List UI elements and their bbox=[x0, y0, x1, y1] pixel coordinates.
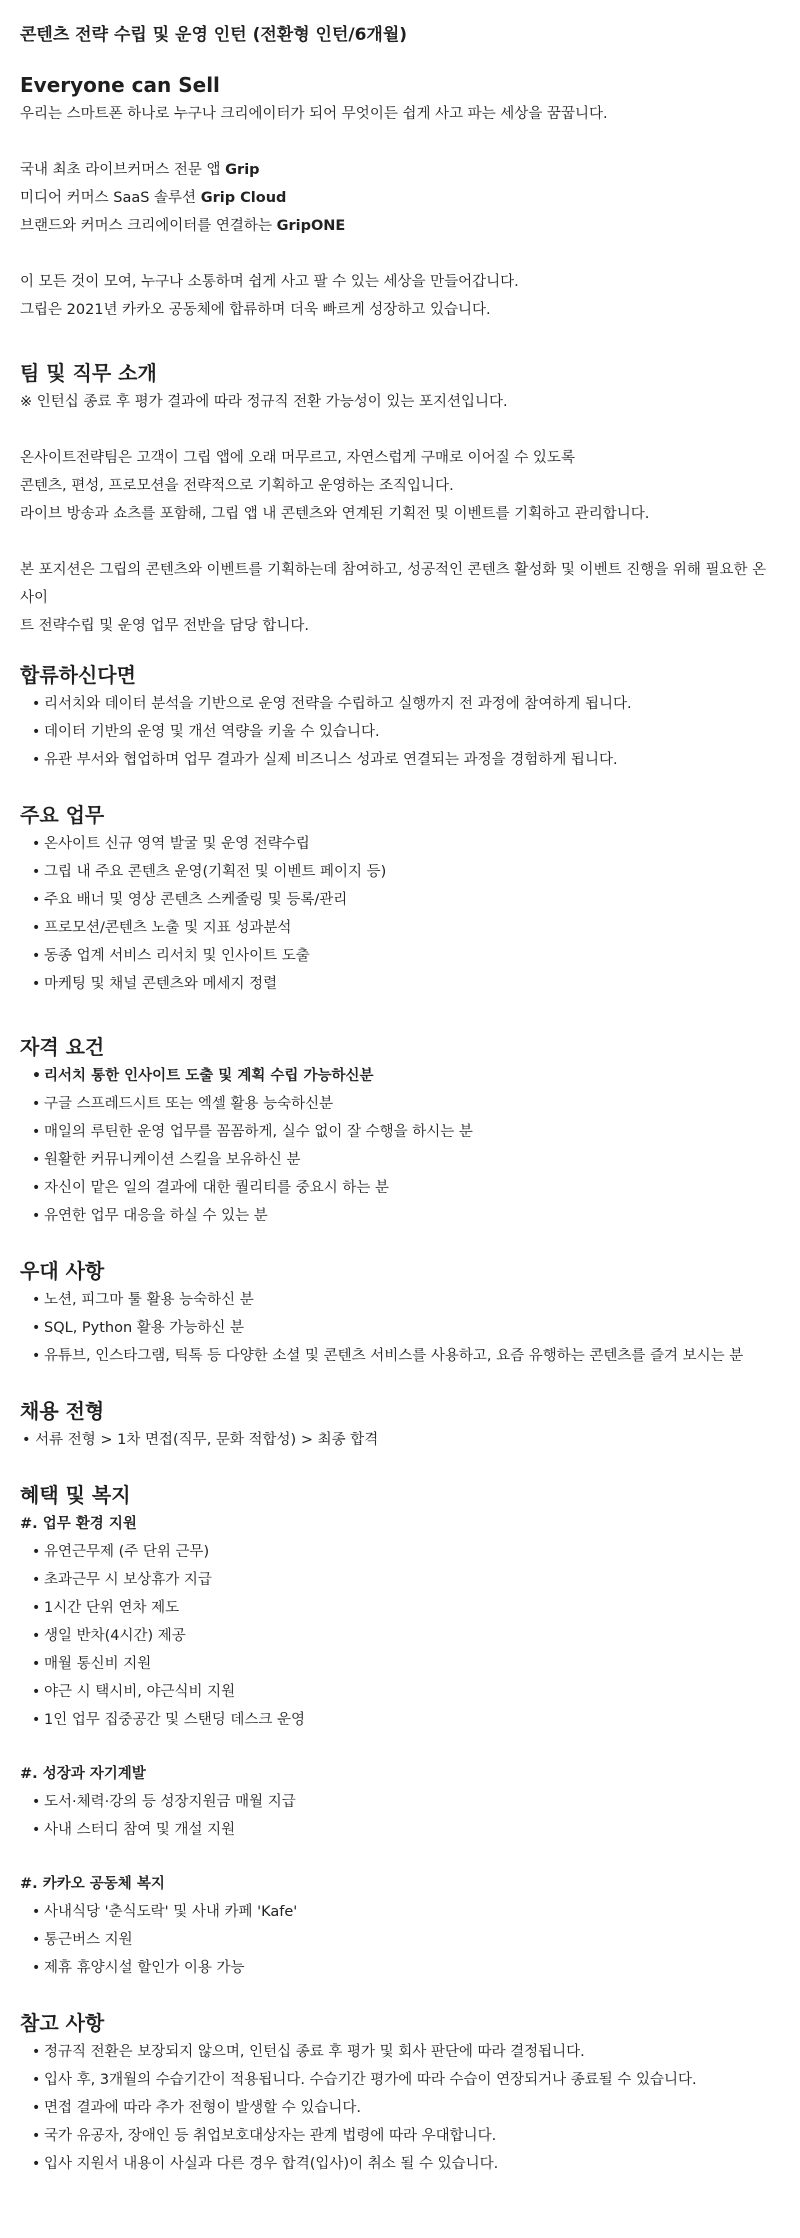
list-item: • 유튜브, 인스타그램, 틱톡 등 다양한 소셜 및 콘텐츠 서비스를 사용하고, 요즘 유행하는 콘텐츠를 즐겨 보시는 분 bbox=[32, 1342, 780, 1370]
list-item: • 통근버스 지원 bbox=[32, 1926, 780, 1954]
list-item: • 매월 통신비 지원 bbox=[32, 1650, 780, 1678]
intro-one-line bbox=[20, 212, 780, 240]
list-item: • 노션, 피그마 툴 활용 능숙하신 분 bbox=[32, 1286, 780, 1314]
list-item: • 주요 배너 및 영상 콘텐츠 스케줄링 및 등록/관리 bbox=[32, 886, 780, 914]
duties-title: 주요 업무 bbox=[20, 803, 105, 827]
process-title: 채용 전형 bbox=[20, 1399, 105, 1423]
team-paragraph: 본 포지션은 그립의 콘텐츠와 이벤트를 기획하는데 참여하고, 성공적인 콘텐츠 활성화 및 이벤트 진행을 위해 필요한 온사이 bbox=[20, 562, 767, 606]
list-item: • 동종 업계 서비스 리서치 및 인사이트 도출 bbox=[32, 942, 780, 970]
benefit-list bbox=[20, 1788, 780, 1844]
list-item: • 야근 시 택시비, 야근식비 지원 bbox=[32, 1678, 780, 1706]
benefit-list bbox=[20, 1898, 780, 1982]
team-paragraph: 라이브 방송과 쇼츠를 포함해, 그립 앱 내 콘텐츠와 연계된 기획전 및 이벤트를 기획하고 관리합니다. bbox=[20, 506, 650, 522]
list-item: • 도서·체력·강의 등 성장지원금 매월 지급 bbox=[32, 1788, 780, 1816]
team-paragraph: 온사이트전략팀은 고객이 그립 앱에 오래 머무르고, 자연스럽게 구매로 이어질 수 있도록 bbox=[20, 450, 575, 466]
notes-title: 참고 사항 bbox=[20, 2011, 105, 2035]
list-item: • 프로모션/콘텐츠 노출 및 지표 성과분석 bbox=[32, 914, 780, 942]
list-item: • 데이터 기반의 운영 및 개선 역량을 키울 수 있습니다. bbox=[32, 718, 780, 746]
benefit-list bbox=[20, 1538, 780, 1734]
list-item: • 사내식당 '춘식도락' 및 사내 카페 'Kafe' bbox=[32, 1898, 780, 1926]
list-item: • 매일의 루틴한 운영 업무를 꼼꼼하게, 실수 없이 잘 수행을 하시는 분 bbox=[32, 1118, 780, 1146]
benefits-title: 혜택 및 복지 bbox=[20, 1483, 131, 1507]
list-item: • 온사이트 신규 영역 발굴 및 운영 전략수립 bbox=[32, 830, 780, 858]
benefit-group-title: #. 성장과 자기계발 bbox=[20, 1766, 146, 1782]
list-item: • 입사 지원서 내용이 사실과 다른 경우 합격(입사)이 취소 될 수 있습니다. bbox=[32, 2150, 780, 2178]
benefit-group-title: #. 카카오 공동체 복지 bbox=[20, 1876, 165, 1892]
one-prefix: 브랜드와 커머스 크리에이터를 연결하는 bbox=[20, 218, 277, 234]
list-item: • 면접 결과에 따라 추가 전형이 발생할 수 있습니다. bbox=[32, 2094, 780, 2122]
preferred-title: 우대 사항 bbox=[20, 1259, 105, 1283]
list-item: • 초과근무 시 보상휴가 지급 bbox=[32, 1566, 780, 1594]
list-item: • 생일 반차(4시간) 제공 bbox=[32, 1622, 780, 1650]
requirements-list bbox=[20, 1062, 780, 1230]
cloud-name: Grip Cloud bbox=[200, 190, 287, 206]
benefit-group-title: #. 업무 환경 지원 bbox=[20, 1516, 137, 1532]
list-item: • 구글 스프레드시트 또는 엑셀 활용 능숙하신분 bbox=[32, 1090, 780, 1118]
list-item: • 국가 유공자, 장애인 등 취업보호대상자는 관계 법령에 따라 우대합니다. bbox=[32, 2122, 780, 2150]
intro-line: 우리는 스마트폰 하나로 누구나 크리에이터가 되어 무엇이든 쉽게 사고 파는 세상을 꿈꿉니다. bbox=[20, 106, 608, 122]
team-paragraph: 콘텐츠, 편성, 프로모션을 전략적으로 기획하고 운영하는 조직입니다. bbox=[20, 478, 454, 494]
duties-list bbox=[20, 830, 780, 998]
list-item: • 그립 내 주요 콘텐츠 운영(기획전 및 이벤트 페이지 등) bbox=[32, 858, 780, 886]
list-item: • 유연한 업무 대응을 하실 수 있는 분 bbox=[32, 1202, 780, 1230]
grip-prefix: 국내 최초 라이브커머스 전문 앱 bbox=[20, 162, 226, 178]
list-item: • 정규직 전환은 보장되지 않으며, 인턴십 종료 후 평가 및 회사 판단에 따라 결정됩니다. bbox=[32, 2038, 780, 2066]
requirements-title: 자격 요건 bbox=[20, 1035, 105, 1059]
list-item: • 유연근무제 (주 단위 근무) bbox=[32, 1538, 780, 1566]
list-item: • 1인 업무 집중공간 및 스탠딩 데스크 운영 bbox=[32, 1706, 780, 1734]
cloud-prefix: 미디어 커머스 SaaS 솔루션 bbox=[20, 190, 201, 206]
list-item: • 원활한 커뮤니케이션 스킬을 보유하신 분 bbox=[32, 1146, 780, 1174]
team-paragraph: 트 전략수립 및 운영 업무 전반을 담당 합니다. bbox=[20, 618, 309, 634]
list-item: • 입사 후, 3개월의 수습기간이 적용됩니다. 수습기간 평가에 따라 수습이 연장되거나 종료될 수 있습니다. bbox=[32, 2066, 780, 2094]
page-title: 콘텐츠 전략 수립 및 운영 인턴 (전환형 인턴/6개월) bbox=[20, 25, 408, 45]
preferred-list bbox=[20, 1286, 780, 1370]
team-note: ※ 인턴십 종료 후 평가 결과에 따라 정규직 전환 가능성이 있는 포지션입니다. bbox=[20, 394, 508, 410]
grip-name: Grip bbox=[225, 162, 260, 178]
one-name: GripONE bbox=[276, 218, 346, 234]
list-item: • SQL, Python 활용 가능하신 분 bbox=[32, 1314, 780, 1342]
notes-list bbox=[20, 2038, 780, 2178]
list-item: • 1시간 단위 연차 제도 bbox=[32, 1594, 780, 1622]
list-item: • 마케팅 및 채널 콘텐츠와 메세지 정렬 bbox=[32, 970, 780, 998]
intro-grip-line bbox=[20, 156, 780, 184]
intro-line: 이 모든 것이 모여, 누구나 소통하며 쉽게 사고 팔 수 있는 세상을 만들어갑니다. bbox=[20, 274, 519, 290]
list-item: • 리서치와 데이터 분석을 기반으로 운영 전략을 수립하고 실행까지 전 과정에 참여하게 됩니다. bbox=[32, 690, 780, 718]
list-item: • 사내 스터디 참여 및 개설 지원 bbox=[32, 1816, 780, 1844]
team-title: 팀 및 직무 소개 bbox=[20, 361, 157, 385]
join-list bbox=[20, 690, 780, 774]
list-item: • 유관 부서와 협업하며 업무 결과가 실제 비즈니스 성과로 연결되는 과정을 경험하게 됩니다. bbox=[32, 746, 780, 774]
intro-line: 그립은 2021년 카카오 공동체에 합류하며 더욱 빠르게 성장하고 있습니다. bbox=[20, 302, 491, 318]
join-title: 합류하신다면 bbox=[20, 663, 136, 687]
list-item: • 제휴 휴양시설 할인가 이용 가능 bbox=[32, 1954, 780, 1982]
list-item: • 자신이 맡은 일의 결과에 대한 퀄리티를 중요시 하는 분 bbox=[32, 1174, 780, 1202]
process-steps: • 서류 전형 > 1차 면접(직무, 문화 적합성) > 최종 합격 bbox=[22, 1432, 379, 1448]
intro-title: Everyone can Sell bbox=[20, 73, 220, 97]
intro-cloud-line bbox=[20, 184, 780, 212]
list-item: • 리서치 통한 인사이트 도출 및 계획 수립 가능하신분 bbox=[32, 1062, 780, 1090]
